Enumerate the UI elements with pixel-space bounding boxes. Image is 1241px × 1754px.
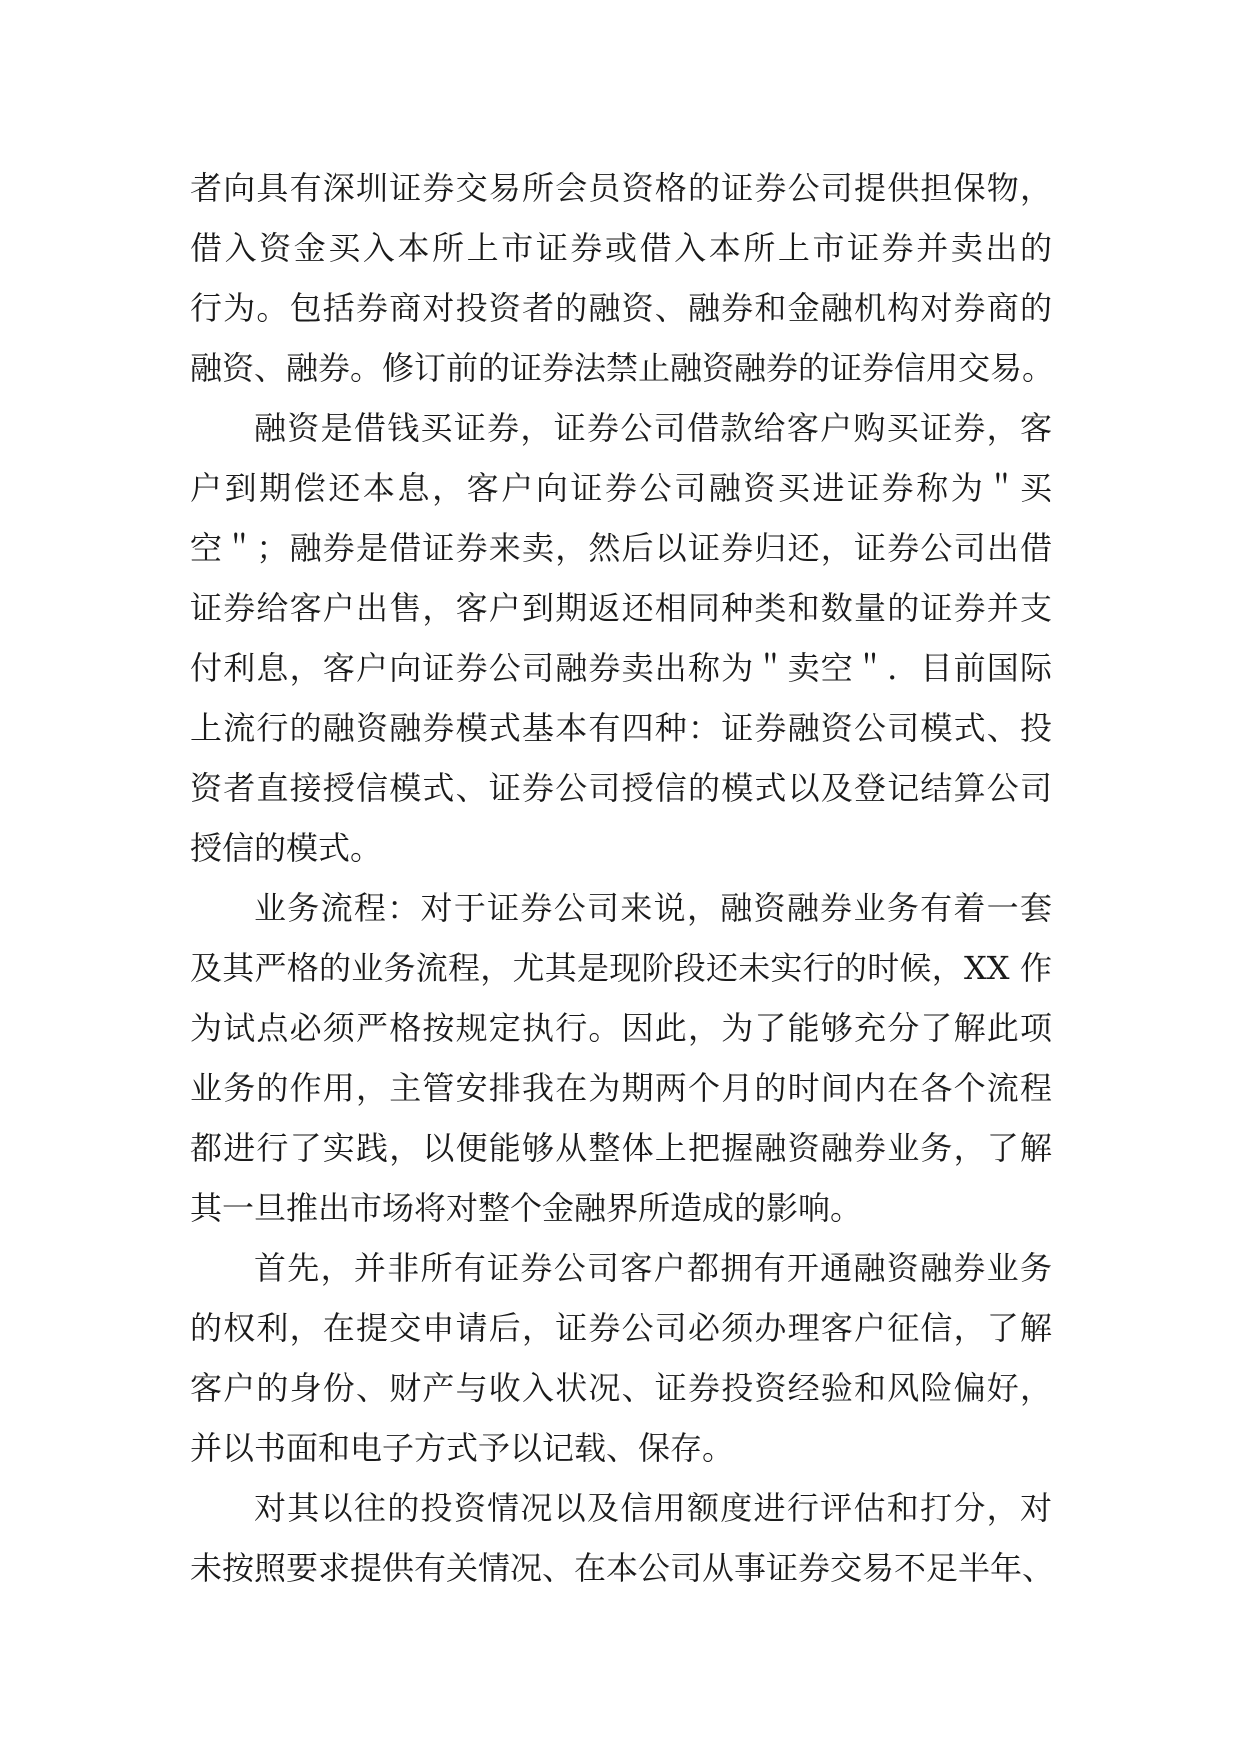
paragraph-first-line: 融资是借钱买证券，证券公司借款给客户购买证券，客 [254,409,1052,447]
text-line: 并以书面和电子方式予以记载、保存。 [190,1429,735,1467]
text-line: 都进行了实践，以便能够从整体上把握融资融券业务，了解 [190,1129,1052,1167]
text-line: 融资、融券。修订前的证券法禁止融资融券的证券信用交易。 [190,349,1055,387]
text-line: 空＂；融券是借证券来卖，然后以证券归还，证券公司出借 [190,529,1052,567]
text-line: 授信的模式。 [190,829,383,867]
text-line: 为试点必须严格按规定执行。因此，为了能够充分了解此项 [190,1009,1052,1047]
text-line: 者向具有深圳证券交易所会员资格的证券公司提供担保物， [190,169,1052,207]
text-line: 及其严格的业务流程，尤其是现阶段还未实行的时候，XX 作 [190,949,1052,987]
text-line: 资者直接授信模式、证券公司授信的模式以及登记结算公司 [190,769,1052,807]
text-line: 的权利，在提交申请后，证券公司必须办理客户征信，了解 [190,1309,1052,1347]
text-line: 证券给客户出售，客户到期返还相同种类和数量的证券并支 [190,589,1052,627]
paragraph-first-line: 对其以往的投资情况以及信用额度进行评估和打分，对 [254,1489,1052,1527]
text-line: 付利息，客户向证券公司融券卖出称为＂卖空＂．目前国际 [190,649,1052,687]
paragraph-first-line: 业务流程：对于证券公司来说，融资融券业务有着一套 [254,889,1052,927]
text-line: 行为。包括券商对投资者的融资、融券和金融机构对券商的 [190,289,1052,327]
text-line: 上流行的融资融券模式基本有四种：证券融资公司模式、投 [190,709,1052,747]
document-body [190,158,1055,1598]
text-line: 其一旦推出市场将对整个金融界所造成的影响。 [190,1189,863,1227]
text-line: 业务的作用，主管安排我在为期两个月的时间内在各个流程 [190,1069,1052,1107]
text-line: 未按照要求提供有关情况、在本公司从事证券交易不足半年、 [190,1549,1055,1587]
paragraph-first-line: 首先，并非所有证券公司客户都拥有开通融资融券业务 [254,1249,1052,1287]
text-line: 客户的身份、财产与收入状况、证券投资经验和风险偏好， [190,1369,1052,1407]
text-line: 户到期偿还本息，客户向证券公司融资买进证券称为＂买 [190,469,1052,507]
text-line: 借入资金买入本所上市证券或借入本所上市证券并卖出的 [190,229,1052,267]
